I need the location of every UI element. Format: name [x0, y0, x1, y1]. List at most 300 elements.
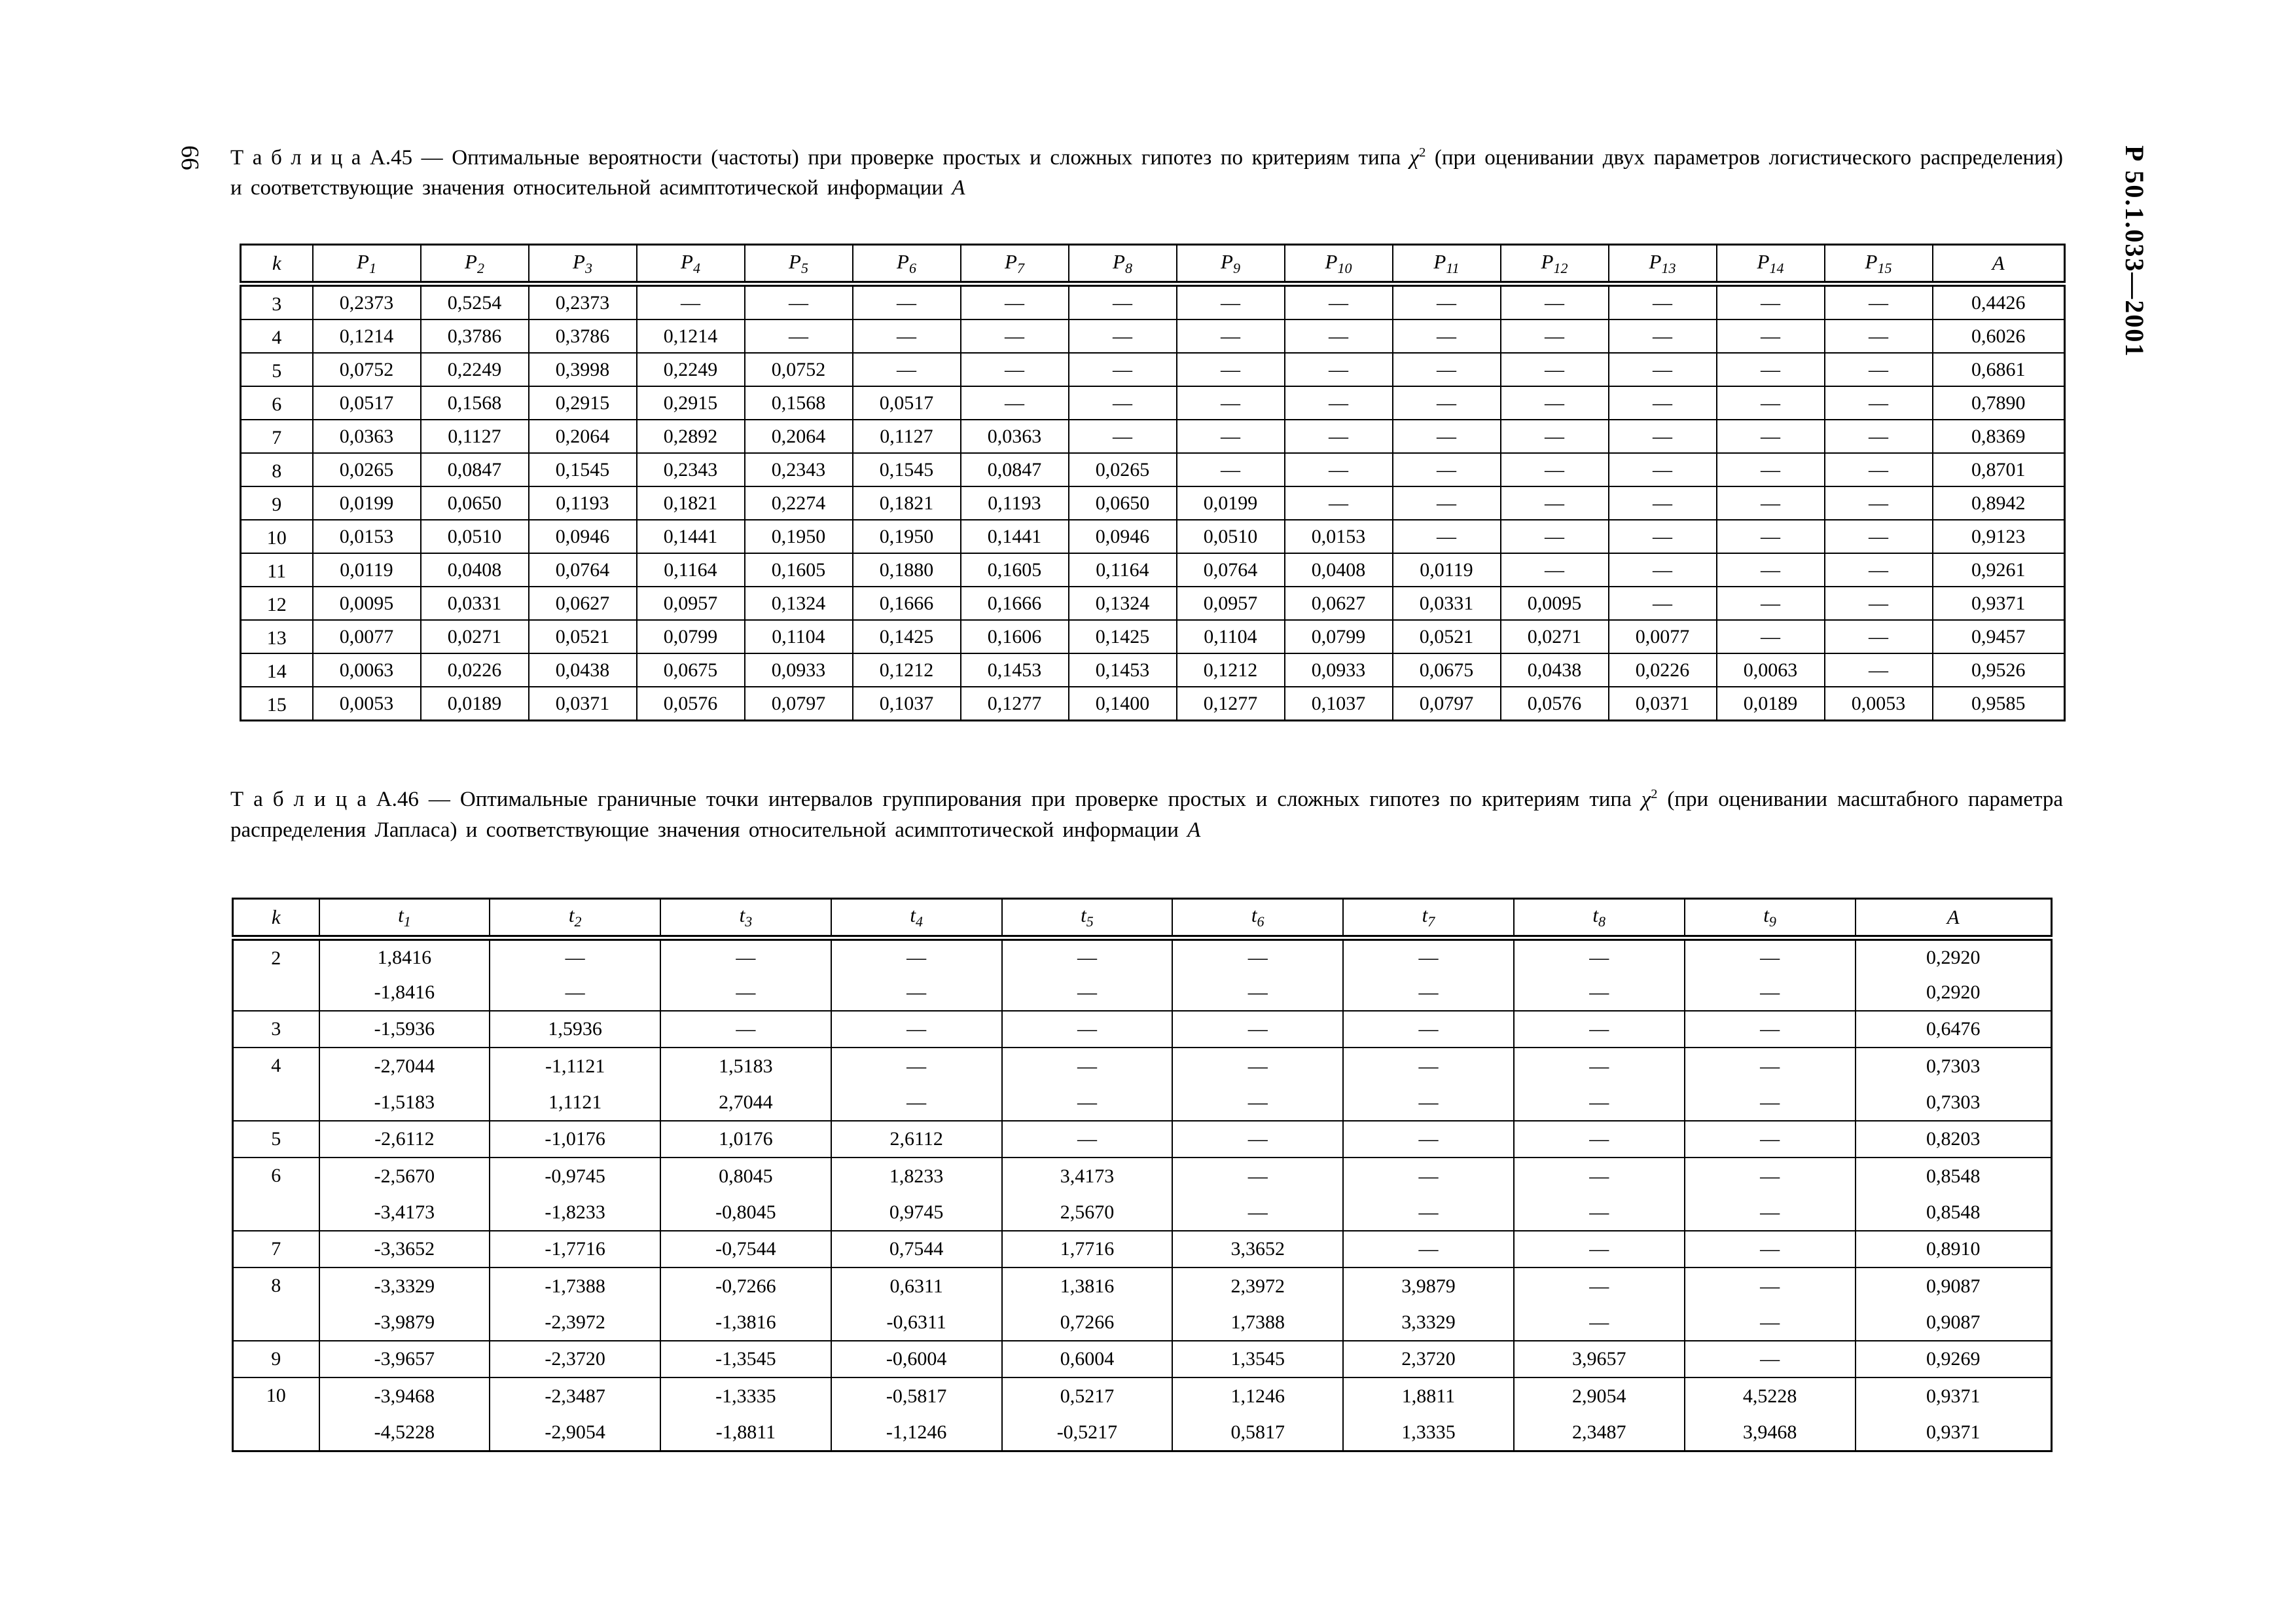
table-cell: — [1717, 319, 1825, 353]
table-cell: 0,0226 [421, 653, 529, 687]
table-cell: -1,5183 [319, 1084, 490, 1121]
table-cell: 0,1193 [529, 486, 637, 520]
table-cell: — [1685, 1194, 1856, 1231]
table-cell: — [961, 284, 1069, 320]
table-cell: 0,2343 [745, 453, 853, 486]
column-header: $P_{10}$ [1285, 245, 1393, 284]
table-cell: 0,0521 [529, 620, 637, 653]
k-value-cell: 15 [241, 687, 313, 721]
k-value-cell: 10 [241, 520, 313, 553]
k-value-cell: 11 [241, 553, 313, 587]
table-cell: 2,3487 [1514, 1414, 1685, 1451]
column-header: $t_2$ [490, 898, 660, 938]
title-text-segment: Т а б л и ц а А.45 — Оптимальные вероятности (частоты) при проверке простых и сложных гипотез по критериям типа [230, 146, 1410, 170]
table-cell: -0,6004 [831, 1341, 1002, 1377]
table-cell: 1,3335 [1343, 1414, 1514, 1451]
k-value-cell: 12 [241, 587, 313, 620]
table-cell: 0,5217 [1002, 1377, 1173, 1414]
table-cell: 0,0847 [421, 453, 529, 486]
table-cell: 0,0650 [421, 486, 529, 520]
table-cell: — [1343, 938, 1514, 974]
table-cell: — [1172, 974, 1343, 1011]
table-cell: 0,9457 [1933, 620, 2065, 653]
table-cell: — [1717, 520, 1825, 553]
table-cell: — [831, 1011, 1002, 1048]
table-cell: 0,1104 [1177, 620, 1285, 653]
table-cell: 0,0199 [1177, 486, 1285, 520]
k-value-cell: 4 [233, 1048, 319, 1121]
table-cell: 0,8910 [1856, 1231, 2052, 1267]
table-cell: 0,9087 [1856, 1304, 2052, 1341]
table-cell: 0,0510 [1177, 520, 1285, 553]
column-header: $P_8$ [1069, 245, 1177, 284]
table-cell: — [1685, 974, 1856, 1011]
table-cell: -1,3545 [660, 1341, 831, 1377]
table-cell: 0,1453 [961, 653, 1069, 687]
table-cell: — [745, 319, 853, 353]
table-cell: 0,0077 [313, 620, 421, 653]
table-cell: 0,1425 [853, 620, 961, 653]
table-cell: — [1609, 553, 1717, 587]
table-cell: 0,9745 [831, 1194, 1002, 1231]
table-cell: 0,0095 [313, 587, 421, 620]
table-cell: 0,2915 [637, 386, 745, 420]
table-cell: 0,0189 [421, 687, 529, 721]
k-value-cell: 10 [233, 1377, 319, 1451]
table-cell: — [1501, 319, 1609, 353]
table-cell: — [1825, 620, 1933, 653]
table-cell: — [1717, 453, 1825, 486]
column-header: $P_7$ [961, 245, 1069, 284]
table-cell: 0,2064 [745, 420, 853, 453]
table-cell: 0,0189 [1717, 687, 1825, 721]
table-cell: 0,0576 [637, 687, 745, 721]
table-cell: 1,8416 [319, 938, 490, 974]
table-cell: — [660, 938, 831, 974]
table-cell: — [1685, 1158, 1856, 1194]
table-cell: — [1069, 420, 1177, 453]
table-cell: 0,2915 [529, 386, 637, 420]
table-cell: 0,1666 [853, 587, 961, 620]
table-cell: 2,6112 [831, 1121, 1002, 1158]
table-cell: — [1393, 420, 1501, 453]
table-cell: 0,1127 [853, 420, 961, 453]
title-text-segment: Т а б л и ц а А.46 — Оптимальные граничные точки интервалов группирования при проверке простых и сложных гипотез по критериям типа [230, 788, 1641, 812]
table-cell: — [1393, 284, 1501, 320]
title-text-segment: (при оценивании двух параметров логистического распределения) и соответствующие значения относительной асимптотической информации [230, 146, 2063, 200]
table-cell: — [1609, 319, 1717, 353]
k-value-cell: 7 [241, 420, 313, 453]
table-row [241, 653, 2065, 687]
table-cell: — [1343, 1231, 1514, 1267]
table-cell: 0,0510 [421, 520, 529, 553]
k-value-cell: 4 [241, 319, 313, 353]
column-header: $t_5$ [1002, 898, 1173, 938]
table-cell: 0,6476 [1856, 1011, 2052, 1048]
table-cell: 0,0752 [745, 353, 853, 386]
table-cell: 0,1212 [1177, 653, 1285, 687]
table-cell: 0,0265 [313, 453, 421, 486]
table-cell: -2,3720 [490, 1341, 660, 1377]
table-cell: — [1514, 1121, 1685, 1158]
table-cell: 0,2920 [1856, 974, 2052, 1011]
table-cell: -2,3487 [490, 1377, 660, 1414]
table-cell: 0,8548 [1856, 1194, 2052, 1231]
table-cell: 0,0933 [745, 653, 853, 687]
table-cell: 0,1880 [853, 553, 961, 587]
table-cell: — [490, 974, 660, 1011]
table-cell: 0,8701 [1933, 453, 2065, 486]
table-cell: 0,9123 [1933, 520, 2065, 553]
table-cell: -1,5936 [319, 1011, 490, 1048]
table-row [241, 420, 2065, 453]
table-cell: — [1514, 1158, 1685, 1194]
table-cell: 0,0063 [313, 653, 421, 687]
table-cell: 0,0627 [1285, 587, 1393, 620]
table-cell: -1,3816 [660, 1304, 831, 1341]
table-cell: 0,7544 [831, 1231, 1002, 1267]
table-cell: — [1177, 453, 1285, 486]
table-cell: -4,5228 [319, 1414, 490, 1451]
table-cell: 0,0095 [1501, 587, 1609, 620]
table-cell: -1,1246 [831, 1414, 1002, 1451]
table-cell: — [1609, 386, 1717, 420]
table-cell: 0,7303 [1856, 1048, 2052, 1084]
table-cell: 0,1821 [637, 486, 745, 520]
table-cell: 0,1568 [421, 386, 529, 420]
table-cell: — [1393, 520, 1501, 553]
table-cell: 0,0752 [313, 353, 421, 386]
table-cell: — [1717, 486, 1825, 520]
table-cell: 2,7044 [660, 1084, 831, 1121]
table-cell: — [1825, 420, 1933, 453]
column-header: $P_{12}$ [1501, 245, 1609, 284]
table-cell: -0,5217 [1002, 1414, 1173, 1451]
table-cell: 0,0933 [1285, 653, 1393, 687]
table-cell: -3,9879 [319, 1304, 490, 1341]
table-cell: 0,0438 [1501, 653, 1609, 687]
table-cell: 2,3972 [1172, 1267, 1343, 1304]
table-cell: — [1172, 938, 1343, 974]
table-cell: 0,1950 [853, 520, 961, 553]
table-cell: 0,0675 [637, 653, 745, 687]
table-cell: 0,0408 [1285, 553, 1393, 587]
table-cell: — [1172, 1158, 1343, 1194]
table-cell: — [1002, 938, 1173, 974]
table-cell: 0,2373 [313, 284, 421, 320]
table-cell: 4,5228 [1685, 1377, 1856, 1414]
table-cell: -1,8416 [319, 974, 490, 1011]
table-cell: 0,0517 [853, 386, 961, 420]
table-cell: — [1002, 1121, 1173, 1158]
column-header: $P_9$ [1177, 245, 1285, 284]
table-cell: — [1825, 587, 1933, 620]
column-header: k [233, 898, 319, 938]
table-cell: — [1172, 1048, 1343, 1084]
table-cell: — [1343, 1011, 1514, 1048]
table-cell: — [1501, 386, 1609, 420]
table-cell: -2,7044 [319, 1048, 490, 1084]
document-code: Р 50.1.033—2001 [2120, 145, 2149, 358]
table-cell: — [831, 938, 1002, 974]
table-cell: — [1002, 1084, 1173, 1121]
table-cell: 0,0331 [1393, 587, 1501, 620]
table-cell: — [490, 938, 660, 974]
table-cell: 0,1400 [1069, 687, 1177, 721]
table-cell: 0,1214 [637, 319, 745, 353]
table-row [241, 587, 2065, 620]
k-value-cell: 8 [233, 1267, 319, 1341]
table-cell: 1,5183 [660, 1048, 831, 1084]
table-cell: -1,7388 [490, 1267, 660, 1304]
page-number: 66 [176, 145, 204, 170]
k-value-cell: 5 [241, 353, 313, 386]
table-cell: -0,5817 [831, 1377, 1002, 1414]
table-cell: 0,0063 [1717, 653, 1825, 687]
table-cell: — [1717, 386, 1825, 420]
table-cell: — [1609, 284, 1717, 320]
table-cell: — [1393, 453, 1501, 486]
table-cell: 0,3786 [421, 319, 529, 353]
column-header: $P_{14}$ [1717, 245, 1825, 284]
column-header: A [1856, 898, 2052, 938]
table-cell: 0,0371 [529, 687, 637, 721]
table-cell: 0,2892 [637, 420, 745, 453]
table-cell: -0,8045 [660, 1194, 831, 1231]
table-cell: 0,1441 [637, 520, 745, 553]
k-value-cell: 2 [233, 938, 319, 1011]
table-cell: — [1285, 284, 1393, 320]
table-cell: — [1685, 1084, 1856, 1121]
table-cell: 0,6311 [831, 1267, 1002, 1304]
table-cell: — [1393, 319, 1501, 353]
table-cell: — [1717, 353, 1825, 386]
table-cell: -0,7544 [660, 1231, 831, 1267]
table-cell: 0,1666 [961, 587, 1069, 620]
table-cell: — [1514, 1267, 1685, 1304]
table-cell: — [1685, 1267, 1856, 1304]
header-row [241, 245, 2065, 284]
table-row [241, 353, 2065, 386]
table-cell: 0,1324 [1069, 587, 1177, 620]
table-cell: — [831, 1048, 1002, 1084]
table-cell: — [1514, 1011, 1685, 1048]
table-cell: 0,0521 [1393, 620, 1501, 653]
table-cell: — [1514, 1231, 1685, 1267]
table-cell: — [1825, 486, 1933, 520]
table-cell: 3,3329 [1343, 1304, 1514, 1341]
table-cell: 0,1545 [529, 453, 637, 486]
table-cell: -2,6112 [319, 1121, 490, 1158]
table-row [233, 1084, 2052, 1121]
table-cell: 0,6004 [1002, 1341, 1173, 1377]
column-header: $t_1$ [319, 898, 490, 938]
table-cell: — [1685, 1121, 1856, 1158]
table-row [233, 1341, 2052, 1377]
table-cell: — [1177, 284, 1285, 320]
table-cell: -1,3335 [660, 1377, 831, 1414]
table-cell: — [1177, 319, 1285, 353]
table-cell: 0,1324 [745, 587, 853, 620]
table-cell: — [1172, 1121, 1343, 1158]
table-cell: 3,9879 [1343, 1267, 1514, 1304]
table-cell: — [1501, 553, 1609, 587]
k-value-cell: 8 [241, 453, 313, 486]
table-cell: — [1393, 386, 1501, 420]
table-cell: 0,0797 [1393, 687, 1501, 721]
k-value-cell: 5 [233, 1121, 319, 1158]
table-cell: — [745, 284, 853, 320]
table-cell: -3,3329 [319, 1267, 490, 1304]
table-row [241, 520, 2065, 553]
table-cell: — [1717, 553, 1825, 587]
table-cell: — [1825, 319, 1933, 353]
page-content [230, 143, 2063, 1452]
table-cell: -3,4173 [319, 1194, 490, 1231]
table-cell: 3,9468 [1685, 1414, 1856, 1451]
table-cell: 0,8203 [1856, 1121, 2052, 1158]
table-cell: — [1501, 284, 1609, 320]
table-cell: 0,7303 [1856, 1084, 2052, 1121]
table-cell: — [1825, 553, 1933, 587]
table-cell: — [961, 353, 1069, 386]
table-cell: 0,0847 [961, 453, 1069, 486]
table-cell: — [1343, 1048, 1514, 1084]
table-cell: — [1685, 1011, 1856, 1048]
k-value-cell: 9 [233, 1341, 319, 1377]
table-cell: 0,7890 [1933, 386, 2065, 420]
table-cell: — [961, 386, 1069, 420]
table-cell: — [961, 319, 1069, 353]
k-value-cell: 13 [241, 620, 313, 653]
table-cell: 0,0797 [745, 687, 853, 721]
k-value-cell: 14 [241, 653, 313, 687]
table-cell: 0,9269 [1856, 1341, 2052, 1377]
table-cell: — [1825, 453, 1933, 486]
table-row [241, 687, 2065, 721]
table-cell: 0,0408 [421, 553, 529, 587]
table-cell: 0,8045 [660, 1158, 831, 1194]
table-cell: 1,1246 [1172, 1377, 1343, 1414]
table-row [241, 486, 2065, 520]
header-row [233, 898, 2052, 938]
table-cell: 0,7266 [1002, 1304, 1173, 1341]
table-row [233, 1267, 2052, 1304]
table-cell: — [637, 284, 745, 320]
table-cell: — [1177, 420, 1285, 453]
table-cell: 0,9371 [1856, 1414, 2052, 1451]
title-text-segment: (при оценивании масштабного параметра распределения Лапласа) и соответствующие значения относительной асимптотической информации [230, 788, 2063, 842]
table-cell: 0,3998 [529, 353, 637, 386]
table-cell: 0,6861 [1933, 353, 2065, 386]
table-cell: 0,9526 [1933, 653, 2065, 687]
table-cell: 0,0199 [313, 486, 421, 520]
table-cell: — [1343, 1158, 1514, 1194]
table-cell: 0,8369 [1933, 420, 2065, 453]
table-cell: 0,4426 [1933, 284, 2065, 320]
table-cell: — [831, 1084, 1002, 1121]
table-cell: — [1609, 420, 1717, 453]
table-cell: 3,4173 [1002, 1158, 1173, 1194]
table-cell: 0,0265 [1069, 453, 1177, 486]
table-cell: 0,1037 [853, 687, 961, 721]
column-header: $t_3$ [660, 898, 831, 938]
table-cell: 0,2343 [637, 453, 745, 486]
table-cell: — [1393, 353, 1501, 386]
column-header: $P_3$ [529, 245, 637, 284]
table-cell: — [660, 974, 831, 1011]
table-cell: — [1501, 420, 1609, 453]
table-cell: 2,5670 [1002, 1194, 1173, 1231]
column-header: $P_1$ [313, 245, 421, 284]
table-cell: — [1514, 974, 1685, 1011]
table-cell: 0,2274 [745, 486, 853, 520]
table-cell: — [1609, 486, 1717, 520]
title-text-segment: χ [1409, 146, 1420, 170]
table-row [233, 1194, 2052, 1231]
table-cell: 0,1441 [961, 520, 1069, 553]
table-cell: 0,0226 [1609, 653, 1717, 687]
table-cell: 0,9261 [1933, 553, 2065, 587]
table-cell: 0,2064 [529, 420, 637, 453]
table-cell: — [1514, 1084, 1685, 1121]
table-cell: 0,8548 [1856, 1158, 2052, 1194]
table-cell: — [1177, 386, 1285, 420]
table-cell: — [1685, 1231, 1856, 1267]
table-cell: -3,9468 [319, 1377, 490, 1414]
table-row [241, 553, 2065, 587]
table-cell: -3,9657 [319, 1341, 490, 1377]
table-cell: 0,0363 [961, 420, 1069, 453]
table-cell: — [1002, 974, 1173, 1011]
k-value-cell: 7 [233, 1231, 319, 1267]
table-cell: 0,2373 [529, 284, 637, 320]
table-cell: — [1172, 1011, 1343, 1048]
table-cell: 0,0799 [1285, 620, 1393, 653]
table-row [241, 319, 2065, 353]
table-cell: — [1501, 453, 1609, 486]
table-cell: 0,0576 [1501, 687, 1609, 721]
table-cell: 0,1821 [853, 486, 961, 520]
k-value-cell: 9 [241, 486, 313, 520]
table-cell: 0,0153 [313, 520, 421, 553]
table-cell: 0,1127 [421, 420, 529, 453]
table-cell: — [1002, 1048, 1173, 1084]
table-cell: — [1685, 938, 1856, 974]
column-header: $P_4$ [637, 245, 745, 284]
column-header: k [241, 245, 313, 284]
k-value-cell: 3 [241, 284, 313, 320]
title-text-segment: χ [1641, 788, 1651, 812]
table-cell: 3,3652 [1172, 1231, 1343, 1267]
table-cell: -0,6311 [831, 1304, 1002, 1341]
table-cell: 2,9054 [1514, 1377, 1685, 1414]
table-cell: — [853, 353, 961, 386]
table-cell: — [1343, 1121, 1514, 1158]
table-cell: 0,0053 [313, 687, 421, 721]
table-row [233, 1304, 2052, 1341]
table-cell: — [1343, 1084, 1514, 1121]
table-cell: — [1285, 453, 1393, 486]
table-cell: 0,0957 [1177, 587, 1285, 620]
table-cell: 2,3720 [1343, 1341, 1514, 1377]
table-cell: 0,0371 [1609, 687, 1717, 721]
table-cell: — [1285, 353, 1393, 386]
table-cell: — [1002, 1011, 1173, 1048]
table-cell: 1,1121 [490, 1084, 660, 1121]
table-cell: -3,3652 [319, 1231, 490, 1267]
table-a46 [232, 898, 2053, 1452]
